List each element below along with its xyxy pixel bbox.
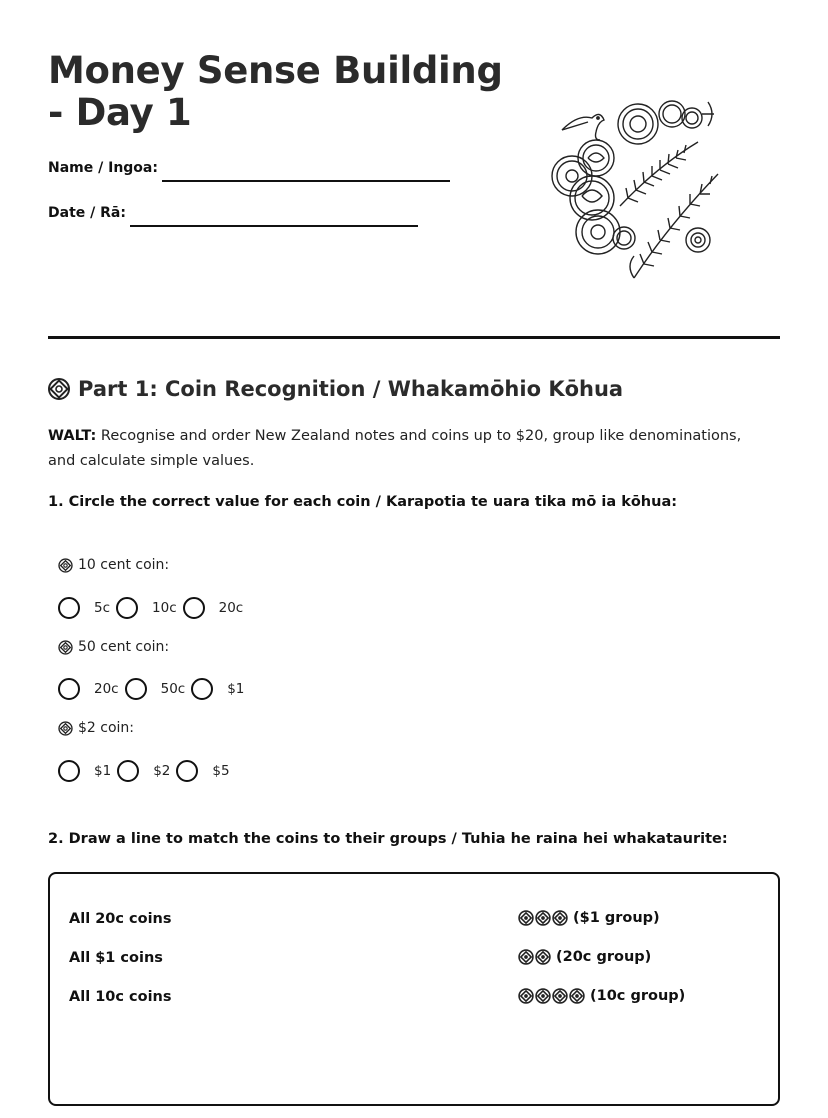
option-circle[interactable] [191,678,213,700]
match-left-item[interactable]: All $1 coins [69,950,163,966]
coin-group-icons [518,910,568,926]
walt-text [48,424,768,474]
option-label: $2 [153,763,171,779]
coin-icon [535,949,551,965]
coin-icon [518,988,534,1004]
section-divider [48,336,780,339]
coin-icon [58,640,73,655]
option-label: $1 [94,763,112,779]
option-circle[interactable] [58,597,80,619]
option-row-50c [58,677,250,701]
match-right-item[interactable] [518,910,660,926]
option-circle[interactable] [116,597,138,619]
option-5-dollar[interactable] [176,760,235,782]
option-label: 10c [152,600,177,616]
option-20c[interactable] [183,597,250,619]
coin-question-50c [58,639,169,655]
option-row-2-dollar [58,759,236,783]
coin-icon [518,910,534,926]
question-1: 1. Circle the correct value for each coin / Karapotia te uara tika mō ia kōhua: [48,494,678,510]
option-circle[interactable] [176,760,198,782]
group-label: (10c group) [590,988,686,1004]
date-label: Date / Rā: [48,205,126,221]
coin-icon [535,910,551,926]
coin-icon [48,378,70,400]
coin-icon [535,988,551,1004]
coin-question-label: 50 cent coin: [78,639,170,655]
part1-heading [48,374,623,404]
coin-icon [58,558,73,573]
walt-description: Recognise and order New Zealand notes and coins up to $20, group like denominations, and calculate simple values. [48,428,742,469]
option-circle[interactable] [183,597,205,619]
part1-title: Part 1: Coin Recognition / Whakamōhio Kōhua [78,377,624,401]
option-circle[interactable] [58,678,80,700]
option-label: $1 [227,681,245,697]
name-label: Name / Ingoa: [48,160,158,176]
page-title: Money Sense Building - Day 1 [48,49,503,134]
group-label: (20c group) [556,949,652,965]
match-right-item[interactable] [518,949,651,965]
match-left-item[interactable]: All 20c coins [69,911,172,927]
option-1-dollar[interactable] [58,760,117,782]
coin-icon [552,910,568,926]
name-field[interactable] [162,180,450,182]
coin-group-icons [518,949,551,965]
coin-question-10c [58,557,169,573]
coin-icon [518,949,534,965]
option-circle[interactable] [125,678,147,700]
coin-question-label: $2 coin: [78,720,135,736]
walt-label: WALT: [48,428,97,444]
option-1-dollar[interactable] [191,678,250,700]
coin-group-icons [518,988,585,1004]
option-circle[interactable] [58,760,80,782]
option-circle[interactable] [117,760,139,782]
coin-icon [552,988,568,1004]
option-label: 20c [94,681,119,697]
option-label: 20c [218,600,244,616]
option-label: $5 [212,763,230,779]
option-20c[interactable] [58,678,125,700]
coins-fern-bird-illustration [548,96,733,286]
date-field[interactable] [130,225,418,227]
coin-question-2-dollar [58,720,134,736]
option-2-dollar[interactable] [117,760,176,782]
group-label: ($1 group) [573,910,660,926]
option-5c[interactable] [58,597,116,619]
coin-icon [569,988,585,1004]
option-label: 50c [160,681,186,697]
question-2: 2. Draw a line to match the coins to their groups / Tuhia he raina hei whakataurite: [48,831,728,847]
match-right-item[interactable] [518,988,685,1004]
match-left-item[interactable]: All 10c coins [69,989,172,1005]
coin-icon [58,721,73,736]
option-label: 5c [94,600,111,616]
option-row-10c [58,596,249,620]
coin-question-label: 10 cent coin: [78,557,170,573]
option-50c[interactable] [125,678,192,700]
option-10c[interactable] [116,597,183,619]
